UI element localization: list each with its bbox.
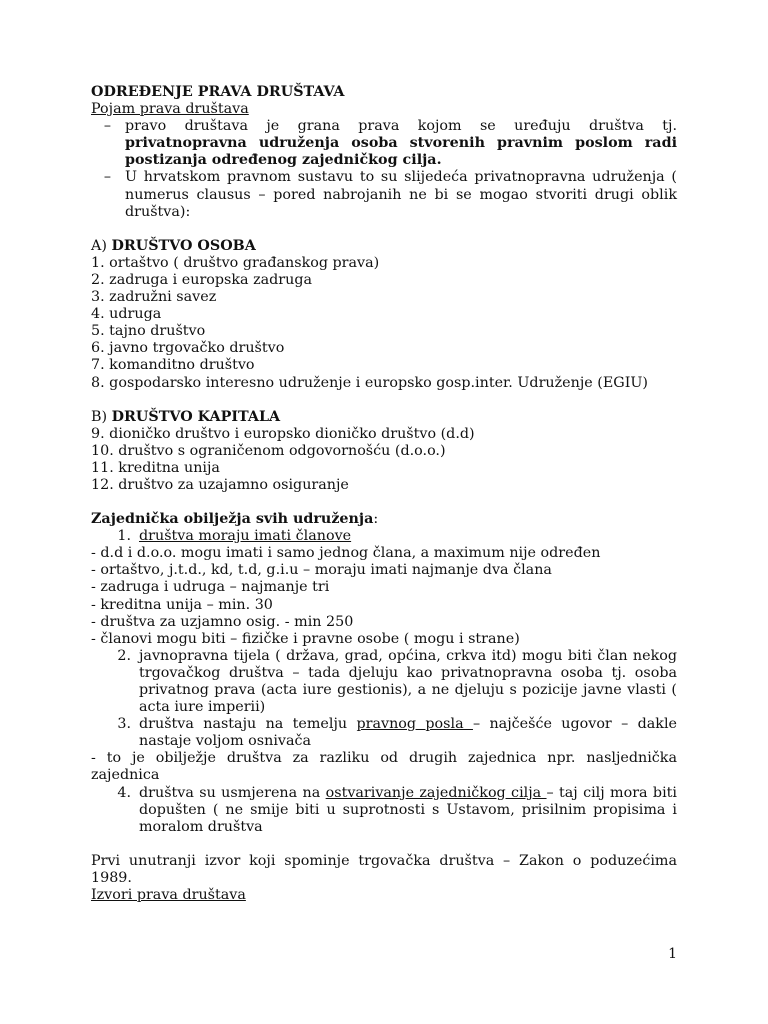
subheading: Pojam prava društava: [91, 101, 249, 118]
trait-dash-line: - ortaštvo, j.t.d., kd, t.d, g.i.u – moraju imati najmanje dva člana: [91, 562, 552, 579]
section-b-heading: B) DRUŠTVO KAPITALA: [91, 408, 281, 425]
section-a-item: 5. tajno društvo: [91, 323, 206, 340]
section-a-item: 3. zadružni savez: [91, 289, 217, 306]
document-page: [91, 84, 677, 904]
trait-item-2: 2. javnopravna tijela ( država, grad, općina, crkva itd) mogu biti član nekog trgovačkog društva – tada djeluju kao privatnopravna osoba tj. osoba privatnog prava (acta iure gestionis), a ne djeluju s pozicije javne vlasti ( acta iure imperii): [117, 647, 677, 716]
trait-note: - to je obilježje društva za razliku od drugih zajednica npr. nasljednička zajednica: [91, 750, 677, 784]
section-a-item: 2. zadruga i europska zadruga: [91, 271, 313, 288]
page-number: 1: [668, 946, 677, 962]
dash-marker: –: [103, 118, 111, 135]
section-b-item: 11. kreditna unija: [91, 459, 220, 476]
section-b-item: 9. dioničko društvo i europsko dioničko društvo (d.d): [91, 425, 475, 442]
document-heading: ODREĐENJE PRAVA DRUŠTAVA: [91, 84, 345, 100]
trait-item-3: 3. društva nastaju na temelju pravnog posla – najčešće ugovor – dakle nastaje voljom osnivača: [117, 716, 678, 750]
section-a-item: 8. gospodarsko interesno udruženje i europsko gosp.inter. Udruženje (EGIU): [91, 374, 648, 391]
trait-dash-line: - d.d i d.o.o. mogu imati i samo jednog člana, a maximum nije određen: [91, 545, 601, 562]
intro-text: pravo društava je grana prava kojom se uređuju društva tj.: [125, 118, 677, 135]
trait-item-1: 1. društva moraju imati članove: [117, 528, 352, 545]
trait-dash-line: - kreditna unija – min. 30: [91, 596, 273, 613]
common-traits-heading: Zajednička obilježja svih udruženja:: [91, 511, 379, 528]
intro-bold-text: privatnopravna udruženja osoba stvorenih pravnim poslom radi postizanja određenog zajedničkog cilja.: [125, 135, 677, 169]
section-b-item: 12. društvo za uzajamno osiguranje: [91, 476, 349, 493]
section-a-item: 7. komanditno društvo: [91, 357, 255, 374]
trait-dash-line: - članovi mogu biti – fizičke i pravne osobe ( mogu i strane): [91, 630, 520, 647]
closing-paragraph: Prvi unutranji izvor koji spominje trgovačka društva – Zakon o poduzećima 1989.: [91, 852, 677, 886]
section-a-item: 4. udruga: [91, 306, 162, 323]
intro-text: U hrvatskom pravnom sustavu to su slijedeća privatnopravna udruženja ( numerus clausus – pored nabrojanih ne bi se mogao stvoriti drugi oblik društva):: [125, 169, 677, 220]
section-a-item: 6. javno trgovačko društvo: [91, 340, 285, 357]
dash-marker: –: [103, 169, 111, 186]
trait-dash-line: - društva za uzjamno osig. - min 250: [91, 613, 354, 630]
trait-dash-line: - zadruga i udruga – najmanje tri: [91, 579, 330, 596]
sources-heading: Izvori prava društava: [91, 887, 246, 904]
intro-item-2: [91, 169, 677, 220]
section-a-heading: A) DRUŠTVO OSOBA: [91, 237, 256, 254]
intro-item-1: [91, 118, 677, 169]
trait-item-4: 4. društva su usmjerena na ostvarivanje zajedničkog cilja – taj cilj mora biti dopušten ( ne smije biti u suprotnosti s Ustavom, prisilnim propisima i moralom društva: [117, 784, 677, 835]
section-b-item: 10. društvo s ograničenom odgovornošću (d.o.o.): [91, 442, 446, 459]
section-a-item: 1. ortaštvo ( društvo građanskog prava): [91, 254, 380, 271]
